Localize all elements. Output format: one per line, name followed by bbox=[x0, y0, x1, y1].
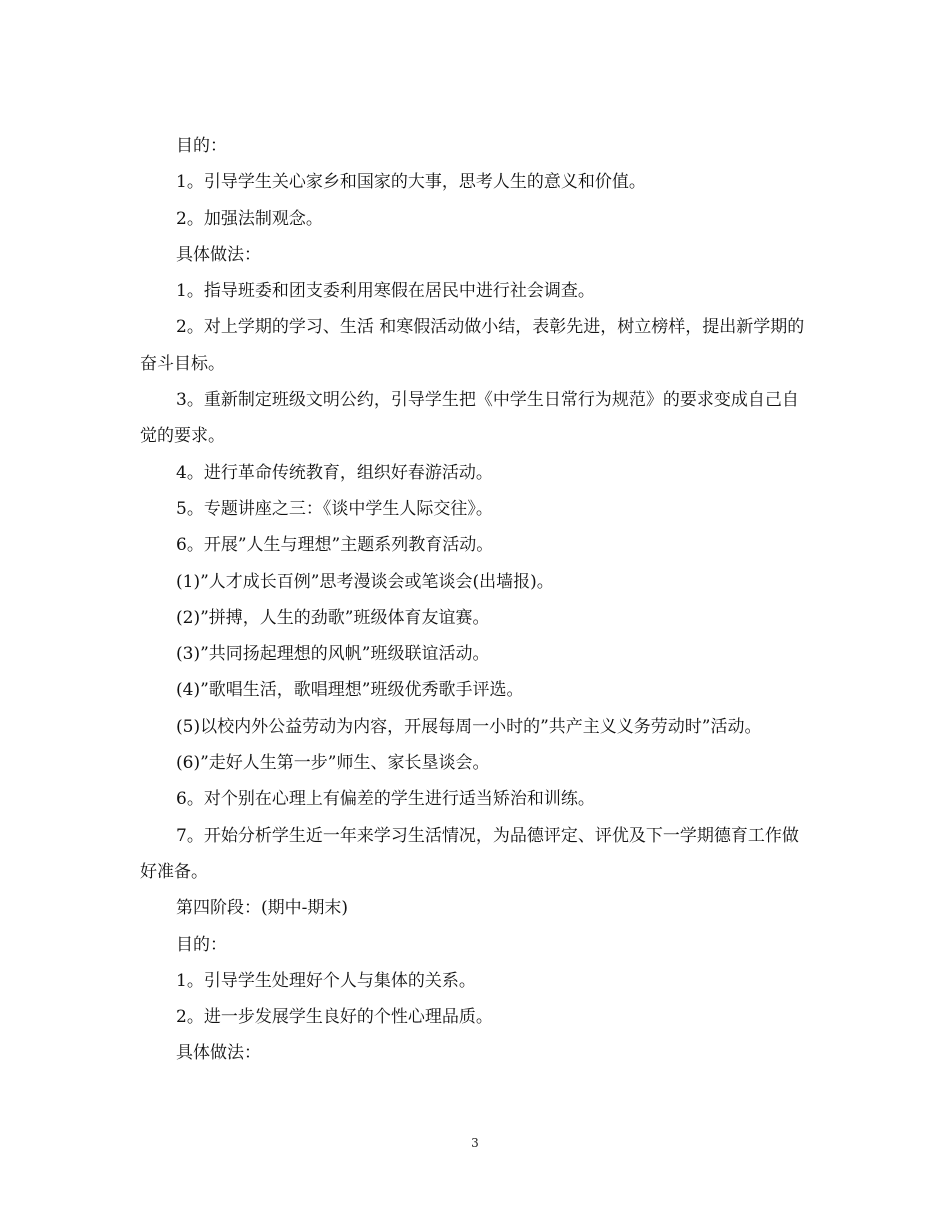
paragraph: 目的： bbox=[176, 934, 227, 955]
paragraph: 1。引导学生处理好个人与集体的关系。 bbox=[176, 970, 476, 991]
paragraph: (6)”走好人生第一步”师生、家长垦谈会。 bbox=[176, 753, 490, 774]
paragraph: (1)”人才成长百例”思考漫谈会或笔谈会(出墙报)。 bbox=[176, 571, 554, 592]
paragraph: (4)”歌唱生活，歌唱理想”班级优秀歌手评选。 bbox=[176, 680, 524, 701]
paragraph: (2)”拼搏，人生的劲歌”班级体育友谊赛。 bbox=[176, 607, 490, 628]
section-heading: 第四阶段：(期中-期末) bbox=[176, 898, 349, 919]
document-body bbox=[140, 128, 810, 1072]
paragraph: 6。对个别在心理上有偏差的学生进行适当矫治和训练。 bbox=[176, 789, 595, 810]
paragraph: 具体做法： bbox=[176, 244, 261, 265]
paragraph: 6。开展”人生与理想”主题系列教育活动。 bbox=[176, 535, 494, 556]
page-number: 3 bbox=[471, 1136, 479, 1150]
paragraph: 5。专题讲座之三：《谈中学生人际交往》。 bbox=[176, 498, 493, 519]
paragraph: 4。进行革命传统教育，组织好春游活动。 bbox=[176, 462, 493, 483]
paragraph: 7。开始分析学生近一年来学习生活情况，为品德评定、评优及下一学期德育工作做好准备。 bbox=[140, 825, 799, 882]
paragraph: (5)以校内外公益劳动为内容，开展每周一小时的”共产主义义务劳动时”活动。 bbox=[176, 716, 762, 737]
paragraph: 具体做法： bbox=[176, 1043, 261, 1064]
paragraph: 3。重新制定班级文明公约，引导学生把《中学生日常行为规范》的要求变成自己自觉的要求。 bbox=[140, 390, 799, 447]
paragraph: 2。对上学期的学习、生活 和寒假活动做小结，表彰先进，树立榜样，提出新学期的奋斗目标。 bbox=[140, 317, 805, 374]
paragraph: 2。进一步发展学生良好的个性心理品质。 bbox=[176, 1007, 493, 1028]
paragraph: (3)”共同扬起理想的风帆”班级联谊活动。 bbox=[176, 644, 490, 665]
paragraph: 目的： bbox=[176, 136, 227, 156]
paragraph: 1。指导班委和团支委利用寒假在居民中进行社会调查。 bbox=[176, 281, 595, 302]
paragraph: 1。引导学生关心家乡和国家的大事，思考人生的意义和价值。 bbox=[176, 172, 646, 193]
paragraph: 2。加强法制观念。 bbox=[176, 208, 323, 229]
